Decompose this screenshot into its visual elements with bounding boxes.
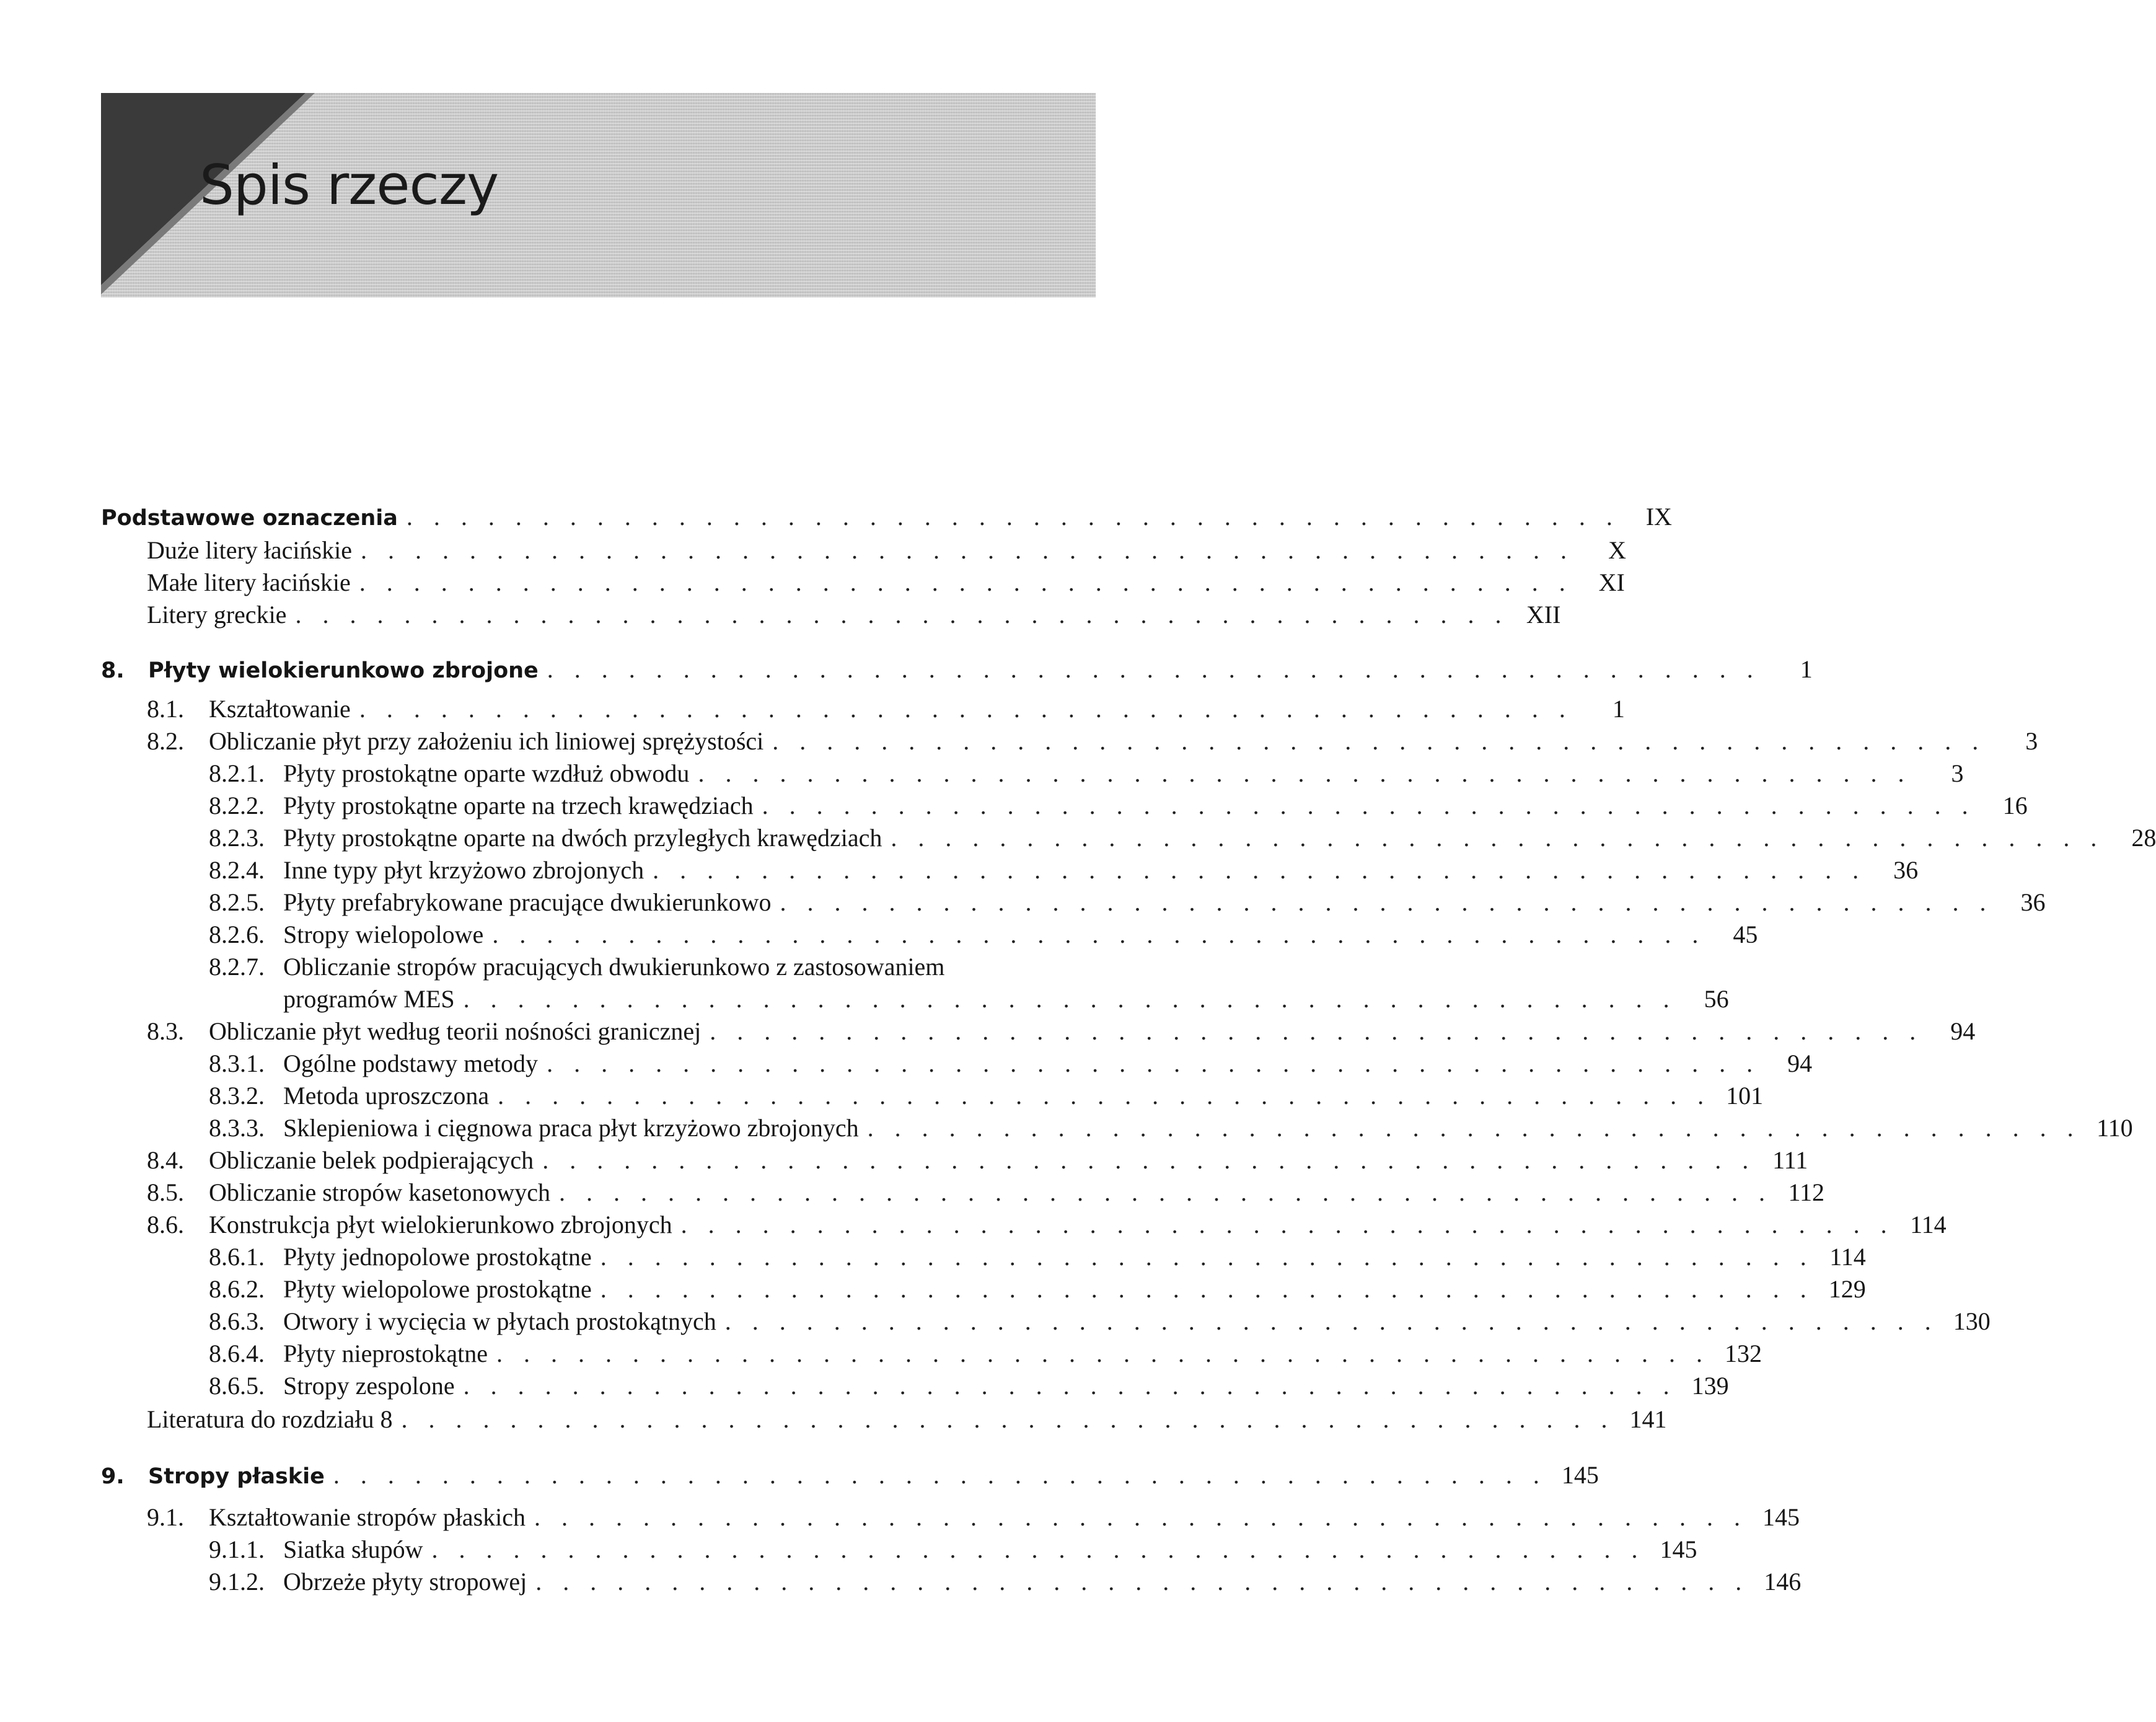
page-number: 145 bbox=[1660, 1535, 1697, 1563]
toc-entry-duze-litery[interactable]: Duże litery łacińskie . . . . . . . . . . . . . . . . . . . . . . . . . . . . . . . . . . . . . . . . . . . . . X bbox=[147, 534, 1098, 567]
toc-entry-8-2[interactable]: 8.2. Obliczanie płyt przy założeniu ich liniowej sprężystości . . . . . . . . . . . . . . . . . . . . . . . . . . . . . . . . . . . . . . . . . . . . . 3 bbox=[147, 725, 1098, 757]
page-number: XI bbox=[1598, 568, 1625, 596]
page-number: 94 bbox=[1950, 1017, 1976, 1045]
toc-entry-8-3-2[interactable]: 8.3.2. Metoda uproszczona . . . . . . . . . . . . . . . . . . . . . . . . . . . . . . . . . . . . . . . . . . . . . 101 bbox=[209, 1080, 1098, 1112]
toc-entry-9-1-2[interactable]: 9.1.2. Obrzeże płyty stropowej . . . . . . . . . . . . . . . . . . . . . . . . . . . . . . . . . . . . . . . . . . . . . 146 bbox=[209, 1566, 1098, 1598]
toc-entry-8-5[interactable]: 8.5. Obliczanie stropów kasetonowych . . . . . . . . . . . . . . . . . . . . . . . . . . . . . . . . . . . . . . . . . . . . . 112 bbox=[147, 1177, 1098, 1209]
page-number: 132 bbox=[1724, 1340, 1762, 1367]
toc-chapter-9[interactable]: 9. Stropy płaskie . . . . . . . . . . . . . . . . . . . . . . . . . . . . . . . . . . . . . . . . . . . . . 145 bbox=[101, 1459, 1098, 1491]
toc-entry-8-2-5[interactable]: 8.2.5. Płyty prefabrykowane pracujące dwukierunkowo . . . . . . . . . . . . . . . . . . . . . . . . . . . . . . . . . . . . . . . . . . . . . 36 bbox=[209, 886, 1098, 919]
page-number: 129 bbox=[1828, 1275, 1866, 1303]
toc-entry-8-1[interactable]: 8.1. Kształtowanie . . . . . . . . . . . . . . . . . . . . . . . . . . . . . . . . . . . . . . . . . . . . . 1 bbox=[147, 693, 1098, 725]
page-number: XII bbox=[1526, 601, 1561, 629]
page-number: 145 bbox=[1762, 1503, 1800, 1531]
page-number: 141 bbox=[1629, 1405, 1667, 1433]
page-number: 1 bbox=[1612, 695, 1625, 723]
page-number: 28 bbox=[2131, 824, 2156, 852]
page-number: 56 bbox=[1704, 985, 1729, 1013]
page-number: 16 bbox=[2002, 792, 2028, 819]
toc-entry-8-6-2[interactable]: 8.6.2. Płyty wielopolowe prostokątne . . . . . . . . . . . . . . . . . . . . . . . . . . . . . . . . . . . . . . . . . . . . . 129 bbox=[209, 1273, 1098, 1305]
page-number: 36 bbox=[1893, 856, 1919, 884]
toc-chapter-8[interactable]: 8. Płyty wielokierunkowo zbrojone . . . . . . . . . . . . . . . . . . . . . . . . . . . . . . . . . . . . . . . . . . . . . 1 bbox=[101, 653, 1098, 686]
toc-entry-8-3-3[interactable]: 8.3.3. Sklepieniowa i cięgnowa praca płyt krzyżowo zbrojonych . . . . . . . . . . . . . . . . . . . . . . . . . . . . . . . . . . . . . . . . . . . . . 110 bbox=[209, 1112, 1098, 1144]
toc-entry-8-3-1[interactable]: 8.3.1. Ogólne podstawy metody . . . . . . . . . . . . . . . . . . . . . . . . . . . . . . . . . . . . . . . . . . . . . 94 bbox=[209, 1048, 1098, 1080]
page-number: 130 bbox=[1953, 1307, 1991, 1335]
page-number: 110 bbox=[2097, 1114, 2133, 1142]
page-number: 139 bbox=[1691, 1372, 1729, 1400]
toc-entry-8-6-5[interactable]: 8.6.5. Stropy zespolone . . . . . . . . . . . . . . . . . . . . . . . . . . . . . . . . . . . . . . . . . . . . . 139 bbox=[209, 1370, 1098, 1402]
page-number: 111 bbox=[1772, 1146, 1808, 1174]
page-number: 114 bbox=[1910, 1211, 1947, 1239]
toc-entry-8-2-4[interactable]: 8.2.4. Inne typy płyt krzyżowo zbrojonych . . . . . . . . . . . . . . . . . . . . . . . . . . . . . . . . . . . . . . . . . . . . . 36 bbox=[209, 854, 1098, 886]
toc-entry-8-6-4[interactable]: 8.6.4. Płyty nieprostokątne . . . . . . . . . . . . . . . . . . . . . . . . . . . . . . . . . . . . . . . . . . . . . 132 bbox=[209, 1338, 1098, 1370]
page-number: 3 bbox=[1951, 759, 1964, 787]
toc-entry-litery-greckie[interactable]: Litery greckie . . . . . . . . . . . . . . . . . . . . . . . . . . . . . . . . . . . . . . . . . . . . . XII bbox=[147, 599, 1098, 631]
page-number: 146 bbox=[1764, 1568, 1802, 1596]
toc-entry-8-2-2[interactable]: 8.2.2. Płyty prostokątne oparte na trzech krawędziach . . . . . . . . . . . . . . . . . . . . . . . . . . . . . . . . . . . . . . . . . . . . . 16 bbox=[209, 790, 1098, 822]
toc-entry-8-3[interactable]: 8.3. Obliczanie płyt według teorii nośności granicznej . . . . . . . . . . . . . . . . . . . . . . . . . . . . . . . . . . . . . . . . . . . . . 94 bbox=[147, 1015, 1098, 1048]
page-number: IX bbox=[1645, 503, 1672, 531]
page-number: 112 bbox=[1788, 1178, 1824, 1206]
toc-entry-male-litery[interactable]: Małe litery łacińskie . . . . . . . . . . . . . . . . . . . . . . . . . . . . . . . . . . . . . . . . . . . . . XI bbox=[147, 567, 1098, 599]
page-number: 114 bbox=[1829, 1243, 1866, 1271]
toc-entry-8-6[interactable]: 8.6. Konstrukcja płyt wielokierunkowo zbrojonych . . . . . . . . . . . . . . . . . . . . . . . . . . . . . . . . . . . . . . . . . . . . . 114 bbox=[147, 1209, 1098, 1241]
page-number: 3 bbox=[2025, 727, 2038, 755]
page-title: Spis rzeczy bbox=[200, 153, 499, 217]
page-number: 36 bbox=[2020, 888, 2046, 916]
toc-entry-8-6-3[interactable]: 8.6.3. Otwory i wycięcia w płytach prostokątnych . . . . . . . . . . . . . . . . . . . . . . . . . . . . . . . . . . . . . . . . . . . . . 130 bbox=[209, 1305, 1098, 1338]
toc-entry-8-2-3[interactable]: 8.2.3. Płyty prostokątne oparte na dwóch przyległych krawędziach . . . . . . . . . . . . . . . . . . . . . . . . . . . . . . . . . . . . . . . . . . . . . 28 bbox=[209, 822, 1098, 854]
page-number: 101 bbox=[1726, 1082, 1764, 1110]
page-number: X bbox=[1608, 536, 1626, 564]
page-number: 94 bbox=[1787, 1049, 1813, 1077]
toc-entry-8-2-7[interactable]: 8.2.7. Obliczanie stropów pracujących dwukierunkowo z zastosowaniem programów MES . . . . . . . . . . . . . . . . . . . . . . . . . . . . . . . . . . . . . . . . . . . . . 56 bbox=[209, 951, 1098, 1015]
toc-entry-podstawowe-oznaczenia[interactable]: Podstawowe oznaczenia . . . . . . . . . . . . . . . . . . . . . . . . . . . . . . . . . . . . . . . . . . . . . IX bbox=[101, 501, 1098, 533]
toc-entry-8-6-1[interactable]: 8.6.1. Płyty jednopolowe prostokątne . . . . . . . . . . . . . . . . . . . . . . . . . . . . . . . . . . . . . . . . . . . . . 114 bbox=[209, 1241, 1098, 1273]
page-number: 1 bbox=[1800, 655, 1813, 683]
page-number: 45 bbox=[1733, 921, 1758, 948]
toc-entry-8-2-6[interactable]: 8.2.6. Stropy wielopolowe . . . . . . . . . . . . . . . . . . . . . . . . . . . . . . . . . . . . . . . . . . . . . 45 bbox=[209, 919, 1098, 951]
page-number: 145 bbox=[1561, 1461, 1599, 1489]
toc-entry-literatura-8[interactable]: Literatura do rozdziału 8 . . . . . . . . . . . . . . . . . . . . . . . . . . . . . . . . . . . . . . . . . . . . . 141 bbox=[147, 1403, 1098, 1436]
toc-entry-9-1[interactable]: 9.1. Kształtowanie stropów płaskich . . . . . . . . . . . . . . . . . . . . . . . . . . . . . . . . . . . . . . . . . . . . . 145 bbox=[147, 1501, 1098, 1534]
toc-entry-9-1-1[interactable]: 9.1.1. Siatka słupów . . . . . . . . . . . . . . . . . . . . . . . . . . . . . . . . . . . . . . . . . . . . . 145 bbox=[209, 1534, 1098, 1566]
toc-entry-8-4[interactable]: 8.4. Obliczanie belek podpierających . . . . . . . . . . . . . . . . . . . . . . . . . . . . . . . . . . . . . . . . . . . . . 111 bbox=[147, 1144, 1098, 1177]
toc-entry-8-2-1[interactable]: 8.2.1. Płyty prostokątne oparte wzdłuż obwodu . . . . . . . . . . . . . . . . . . . . . . . . . . . . . . . . . . . . . . . . . . . . . 3 bbox=[209, 757, 1098, 790]
